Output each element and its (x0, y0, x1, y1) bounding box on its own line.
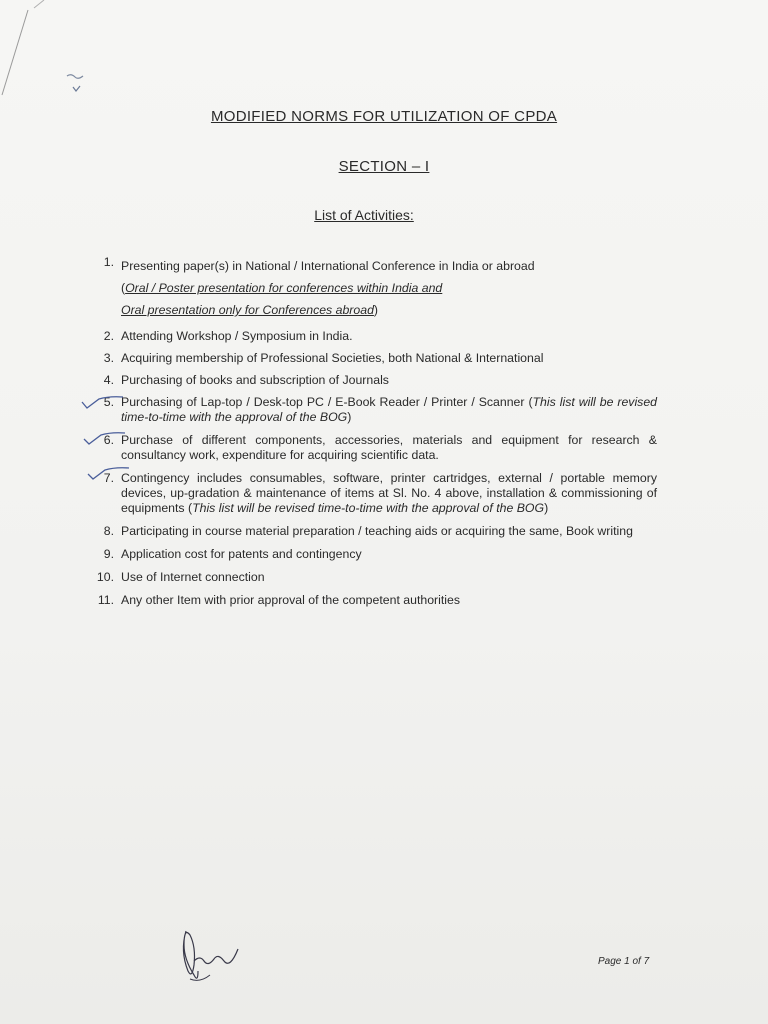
list-item (92, 593, 657, 608)
item-text: Purchase of different components, accessories, materials and equipment for research & consultancy work, expenditure for acquiring scientific data. (121, 433, 657, 462)
item-italic-note: This list will be revised time-to-time with the approval of the BOG (121, 395, 657, 424)
item-subnote: Oral presentation only for Conferences abroad (121, 303, 374, 317)
list-item (92, 547, 657, 562)
item-number: 3. (103, 351, 114, 365)
item-number: 5. (103, 395, 114, 409)
document-title (0, 108, 768, 125)
list-item (92, 433, 657, 463)
item-paren-close: ) (347, 410, 352, 424)
list-item (92, 395, 657, 425)
item-text: Purchasing of books and subscription of Journals (121, 373, 389, 387)
item-text: Contingency includes consumables, software, printer cartridges, external / portable memory devices, up-gradation & maintenance of items at Sl. No. 4 above, installation & commissioning of equipments ( (121, 471, 657, 515)
item-paren-close: ) (544, 501, 549, 515)
item-number: 8. (103, 524, 114, 538)
item-subnote: Oral / Poster presentation for conferences within India and (125, 281, 443, 295)
item-paren-close: ) (373, 303, 379, 317)
signature (176, 925, 246, 997)
item-number: 6. (103, 433, 114, 447)
item-text: Application cost for patents and contingency (121, 547, 362, 561)
item-number: 10. (96, 570, 114, 584)
item-number: 4. (103, 373, 114, 387)
list-subheading (0, 207, 728, 223)
list-item (92, 570, 657, 585)
document-title-text: MODIFIED NORMS FOR UTILIZATION OF CPDA (210, 108, 558, 125)
list-item (92, 329, 657, 344)
item-italic-note: This list will be revised time-to-time with the approval of the BOG (192, 501, 545, 515)
list-item (92, 373, 657, 388)
list-item (92, 524, 657, 539)
item-number: 7. (103, 471, 114, 485)
item-text: Presenting paper(s) in National / International Conference in India or abroad (121, 259, 535, 273)
item-number: 1. (103, 255, 114, 269)
check-mark-icon (82, 430, 128, 448)
check-mark-icon (86, 465, 132, 483)
activity-list (92, 255, 657, 616)
list-item (92, 471, 657, 516)
list-subheading-text: List of Activities: (314, 207, 414, 223)
page-number: Page 1 of 7 (598, 956, 650, 967)
item-number: 11. (97, 593, 114, 607)
item-text: Any other Item with prior approval of the competent authorities (121, 593, 461, 607)
item-text: Acquiring membership of Professional Societies, both National & International (121, 351, 544, 365)
item-text: Use of Internet connection (121, 570, 265, 584)
item-paren-open: ( (121, 281, 126, 295)
item-text: Participating in course material preparation / teaching aids or acquiring the same, Book writing (121, 524, 633, 538)
item-number: 9. (103, 547, 114, 561)
section-heading-text: SECTION – I (338, 158, 430, 175)
item-text: Purchasing of Lap-top / Desk-top PC / E-Book Reader / Printer / Scanner ( (121, 395, 533, 409)
check-mark-icon (80, 394, 126, 412)
pen-mark (64, 70, 86, 96)
item-text: Attending Workshop / Symposium in India. (121, 329, 353, 343)
list-item (92, 351, 657, 366)
section-heading (0, 158, 768, 175)
list-item (92, 255, 657, 321)
scan-edge-line (0, 0, 60, 100)
item-number: 2. (103, 329, 114, 343)
